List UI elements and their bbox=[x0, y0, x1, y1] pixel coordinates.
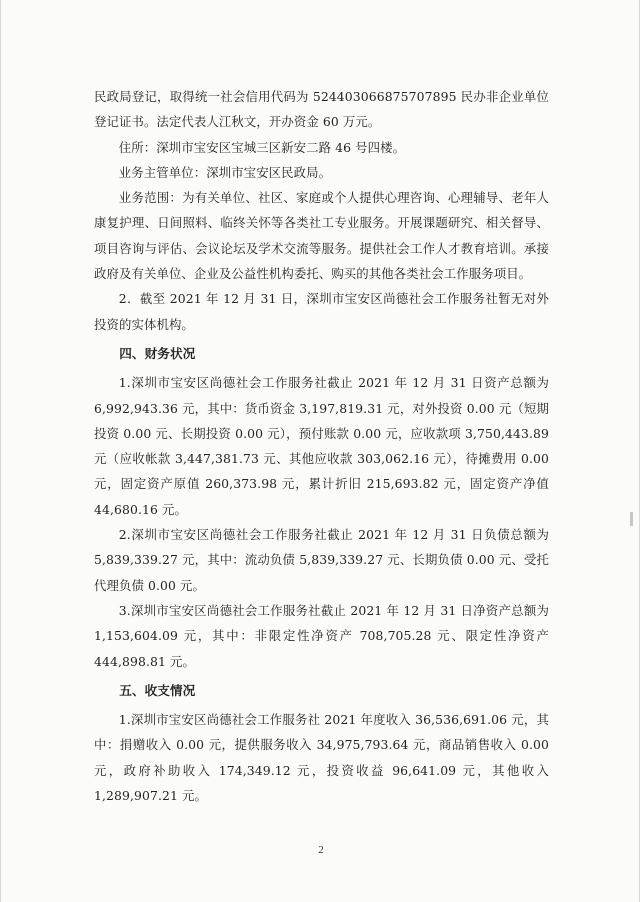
paragraph-annual-income: 1.深圳市宝安区尚德社会工作服务社 2021 年度收入 36,536,691.06 元，其中：捐赠收入 0.00 元，提供服务收入 34,975,793.64 元，商品销售收入 0.00 元，政府补助收入 174,349.12 元，投资收益 96,641.09 元，其他收入 1,289,907.21 元。 bbox=[94, 712, 549, 804]
paragraph-total-liabilities: 2.深圳市宝安区尚德社会工作服务社截止 2021 年 12 月 31 日负债总额为 5,839,339.27 元，其中：流动负债 5,839,339.27 元、长期负债 0.00 元、受托代理负债 0.00 元。 bbox=[94, 527, 549, 593]
paragraph-total-assets: 1.深圳市宝安区尚德社会工作服务社截止 2021 年 12 月 31 日资产总额为 6,992,943.36 元，其中：货币资金 3,197,819.31 元，对外投资 0.00 元（短期投资 0.00 元、长期投资 0.00 元），预付账款 0.00 元，应收款项 3,750,443.89 元（应收帐款 3,447,381.73 元、其他应收款 303,062.16 元），待摊费用 0.00 元，固定资产原值 260,373.98 元，累计折旧 215,693.82 元，固定资产净值 44,680.16 元。 bbox=[94, 375, 549, 517]
paragraph-registration: 民政局登记，取得统一社会信用代码为 524403066875707895 民办非企业单位登记证书。法定代表人江秋文，开办资金 60 万元。 bbox=[94, 89, 549, 130]
paragraph-business-scope: 业务范围：为有关单位、社区、家庭或个人提供心理咨询、心理辅导、老年人康复护理、日间照料、临终关怀等各类社工专业服务。开展课题研究、相关督导、项目咨询与评估、会议论坛及学术交流等服务。提供社会工作人才教育培训。承接政府及有关单位、企业及公益性机构委托、购买的其他各类社会工作服务项目。 bbox=[94, 190, 549, 282]
heading-income-expense: 五、收支情况 bbox=[119, 682, 196, 698]
document-body bbox=[94, 84, 549, 808]
paragraph-supervisor: 业务主管单位：深圳市宝安区民政局。 bbox=[118, 164, 332, 180]
scan-binding-mark bbox=[630, 512, 633, 526]
paragraph-address: 住所：深圳市宝安区宝城三区新安二路 46 号四楼。 bbox=[118, 139, 406, 155]
paragraph-investment: 2．截至 2021 年 12 月 31 日，深圳市宝安区尚德社会工作服务社暂无对外投资的实体机构。 bbox=[94, 291, 549, 332]
heading-financial-status: 四、财务状况 bbox=[119, 345, 196, 361]
page-number: 2 bbox=[318, 844, 324, 856]
paragraph-net-assets: 3.深圳市宝安区尚德社会工作服务社截止 2021 年 12 月 31 日净资产总额为 1,153,604.09 元，其中：非限定性净资产 708,705.28 元、限定性净资产 444,898.81 元。 bbox=[94, 602, 549, 669]
